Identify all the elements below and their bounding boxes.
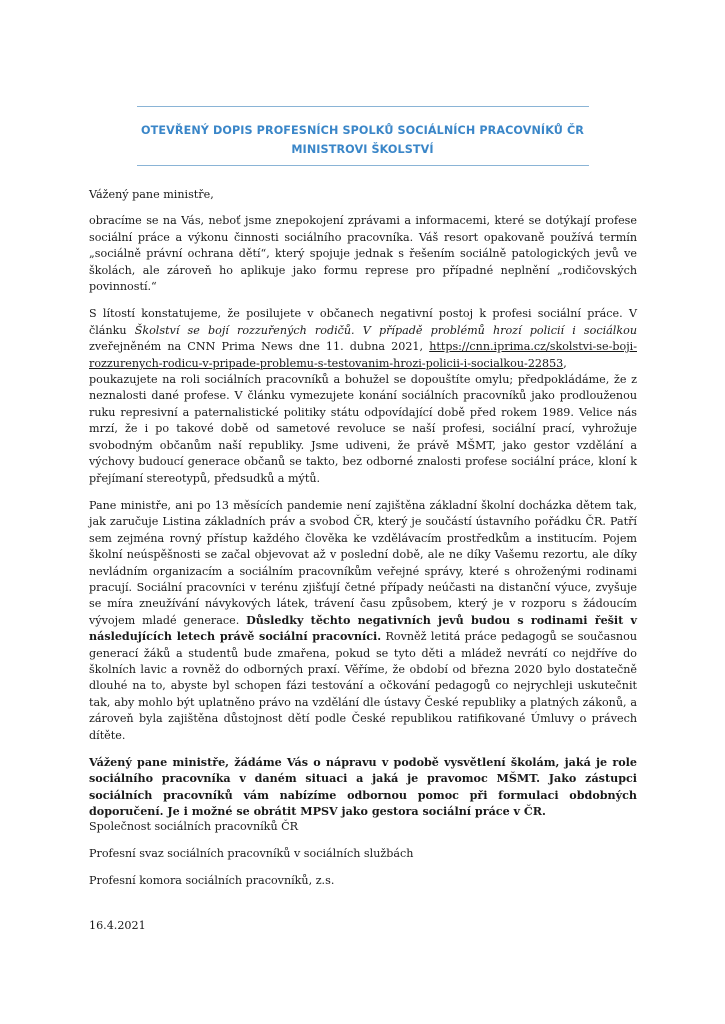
paragraph-2-text-a: S lítostí konstatujeme, že posilujete v občanech negativní postoj k profesi sociální práce. V článku xyxy=(89,307,637,337)
bottom-divider xyxy=(137,165,589,166)
top-divider xyxy=(137,106,589,107)
letter-title xyxy=(90,121,635,159)
title-line-1: OTEVŘENÝ DOPIS PROFESNÍCH SPOLKŮ SOCIÁLNÍCH PRACOVNÍKŮ ČR xyxy=(141,124,584,137)
letter-body xyxy=(89,187,637,832)
paragraph-3-emphasis: Důsledky těchto negativních jevů budou s rodinami řešit v následujících letech právě sociální pracovníci. xyxy=(89,613,637,644)
paragraph-3 xyxy=(89,498,637,744)
title-line-2: MINISTROVI ŠKOLSTVÍ xyxy=(291,143,434,156)
signatories xyxy=(89,819,413,900)
paragraph-3-text-a: Pane ministře, ani po 13 měsících pandemie není zajištěna základní školní docházka dětem tak, jak zaručuje Listina základních práv a svobod ČR, který je součástí ústavního pořádku ČR. Patří sem zejména rovný přístup každého člověka ke vzdělávacím prostředkům a institucím. Pojem školní neúspěšnosti se začal objevovat až v poslední době, ale ne díky Vašemu rezortu, ale díky nevládním organizacím a sociálním pracovníkům veřejné správy, které s ohroženými rodinami pracují. Sociální pracovníci v terénu zjišťují četné případy neúčasti na distanční výuce, zvyšuje se míra zneužívání návykových látek, trávení času způsobem, který je v rozporu s žádoucím vývojem mladé generace. xyxy=(89,498,637,627)
signatory-1: Společnost sociálních pracovníků ČR xyxy=(89,820,299,833)
letter-date: 16.4.2021 xyxy=(89,919,146,932)
paragraph-3-text-b: Rovněž letitá práce pedagogů se současnou generací žáků a studentů bude zmařena, pokud se tyto děti a mládež nevrátí co nejdříve do školních lavic a rovněž do odborných praxí. Věříme, že období od března 2020 bylo dostatečně dlouhé na to, abyste byl schopen fázi testování a očkování pedagogů co nejrychleji uskutečnit tak, aby mohlo být uplatněno právo na vzdělání dle ústavy České republiky a platných zákonů, a zároveň byla zajištěna důstojnost dětí podle České republikou ratifikované Úmluvy o právech dítěte. xyxy=(89,630,637,742)
signatory-3: Profesní komora sociálních pracovníků, z.s. xyxy=(89,874,335,887)
paragraph-1: obracíme se na Vás, neboť jsme znepokojení zprávami a informacemi, které se dotýkají profese sociální práce a výkonu činnosti sociálního pracovníka. Váš resort opakovaně používá termín „sociálně právní ochrana dětí“, který spojuje jednak s řešením sociálně patologických jevů ve školách, ale zároveň ho aplikuje jako formu represe pro případné neplnění „rodičovských povinností.“ xyxy=(89,214,637,294)
paragraph-2-text-b: zveřejněném na CNN Prima News dne 11. dubna 2021, xyxy=(89,340,430,354)
article-link[interactable]: https://cnn.iprima.cz/skolstvi-se-boji-rozzurenych-rodicu-v-pripade-problemu-s-testovanim-hrozi-policii-i-socialkou-22853 xyxy=(89,340,637,370)
greeting: Vážený pane ministře, xyxy=(89,188,214,201)
closing-request: Vážený pane ministře, žádáme Vás o nápravu v podobě vysvětlení školám, jaká je role sociálního pracovníka v daném situaci a jaká je pravomoc MŠMT. Jako zástupci sociálních pracovníků vám nabízíme odbornou pomoc při formulaci obdobných doporučení. Je i možné se obrátit MPSV jako gestora sociální práce v ČR. xyxy=(89,756,637,819)
paragraph-2-text-c: , poukazujete na roli sociálních pracovníků a bohužel se dopouštíte omylu; předpokládáme, že z neznalosti dané profese. V článku vymezujete konání sociálních pracovníků jako prodlouženou ruku represivní a paternalistické politiky státu odpovídající době před rokem 1989. Velice nás mrzí, že i po takové době od sametové revoluce se naší profesi, sociální prací, vyhrožuje svobodným občanům naší republiky. Jsme udiveni, že právě MŠMT, jako gestor vzdělání a výchovy budoucí generace občanů se takto, bez odborné znalosti profese sociální práce, kloní k přejímaní stereotypů, předsudků a mýtů. xyxy=(89,356,637,485)
article-title: Školství se bojí rozzuřených rodičů. V případě problémů hrozí policií i sociálkou xyxy=(134,323,638,337)
signatory-2: Profesní svaz sociálních pracovníků v sociálních službách xyxy=(89,847,414,860)
paragraph-2 xyxy=(89,306,637,486)
